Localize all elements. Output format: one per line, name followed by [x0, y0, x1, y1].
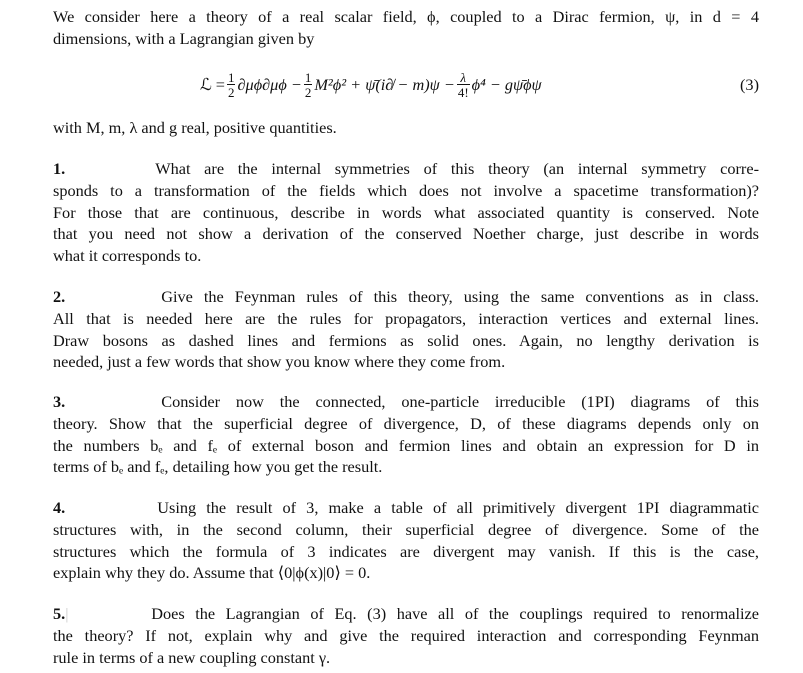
equation-number: (3): [740, 75, 759, 94]
question-line: Using the result of 3, make a table of all primitively divergent 1PI diagrammatic: [157, 498, 759, 517]
eq-fraction: $\frac{\lambda}{4!}$: [457, 70, 469, 100]
question-3: [53, 391, 759, 478]
question-line: Give the Feynman rules of this theory, using the same conventions as in class.: [161, 287, 759, 306]
eq-fraction: $\frac{1}{2}$: [227, 70, 235, 100]
question-line: terms of bₑ and fₑ, detailing how you get the result.: [53, 457, 383, 477]
question-line: All that is needed here are the rules for propagators, interaction vertices and external lines.: [53, 308, 759, 328]
question-line: the theory? If not, explain why and give the required interaction and corresponding Feynman: [53, 625, 759, 645]
question-line: Consider now the connected, one-particle irreducible (1PI) diagrams of this: [161, 392, 759, 411]
question-line: explain why they do. Assume that ⟨0|ϕ(x)|0⟩ = 0.: [53, 563, 371, 583]
eq-mass-term: M²ϕ² + ψ̄(i∂̸ − m)ψ −: [314, 75, 455, 94]
question-line: structures which the formula of 3 indicates are divergent may vanish. If this is the case,: [53, 541, 759, 561]
question-line: sponds to a transformation of the fields which does not involve a spacetime transformation)?: [53, 180, 759, 200]
question-line: structures with, in the second column, their superficial degree of divergence. Some of the: [53, 519, 759, 539]
intro-line: dimensions, with a Lagrangian given by: [53, 28, 315, 48]
eq-fraction: $\frac{1}{2}$: [304, 70, 312, 100]
question-line: What are the internal symmetries of this theory (an internal symmetry corre-: [155, 159, 759, 178]
question-line: needed, just a few words that show you know where they come from.: [53, 352, 506, 372]
eq-interaction-term: ϕ⁴ − gψ̄ϕψ: [471, 75, 542, 94]
question-2: [53, 286, 759, 373]
question-line: Draw bosons as dashed lines and fermions as solid ones. Again, no lengthy derivation is: [53, 330, 759, 350]
question-number: 1.: [53, 159, 66, 178]
lagrangian-equation: [200, 62, 760, 108]
question-number: 4.: [53, 498, 66, 517]
question-number: 3.: [53, 392, 66, 411]
question-4: [53, 497, 759, 584]
question-number: 2.: [53, 287, 66, 306]
eq-lhs: ℒ =: [200, 75, 225, 94]
intro-line: We consider here a theory of a real scalar field, ϕ, coupled to a Dirac fermion, ψ, in d = 4: [53, 7, 759, 26]
question-line: For those that are continuous, describe in words what associated quantity is conserved. Note: [53, 202, 759, 222]
question-1: [53, 158, 759, 267]
question-5: 5.| Does the Lagrangian of Eq. (3) have all of the couplings required to renormalize the theory? If not, explain why and give the required interaction and corresponding Feynman rule in terms of a new coupling constant γ.: [53, 604, 759, 667]
question-line: the numbers bₑ and fₑ of external boson and fermion lines and obtain an expression for D in: [53, 435, 759, 455]
question-line: what it corresponds to.: [53, 246, 202, 266]
intro-paragraph: [53, 6, 759, 50]
after-equation-text: with M, m, λ and g real, positive quantities.: [53, 118, 337, 137]
question-line: Does the Lagrangian of Eq. (3) have all of the couplings required to renormalize: [151, 604, 759, 623]
question-line: rule in terms of a new coupling constant γ.: [53, 647, 331, 667]
question-line: theory. Show that the superficial degree of divergence, D, of these diagrams depends only on: [53, 413, 759, 433]
eq-kinetic-term: ∂μϕ∂μϕ −: [237, 75, 302, 94]
question-line: that you need not show a derivation of the conserved Noether charge, just describe in words: [53, 224, 759, 244]
question-number: 5.: [53, 604, 66, 623]
